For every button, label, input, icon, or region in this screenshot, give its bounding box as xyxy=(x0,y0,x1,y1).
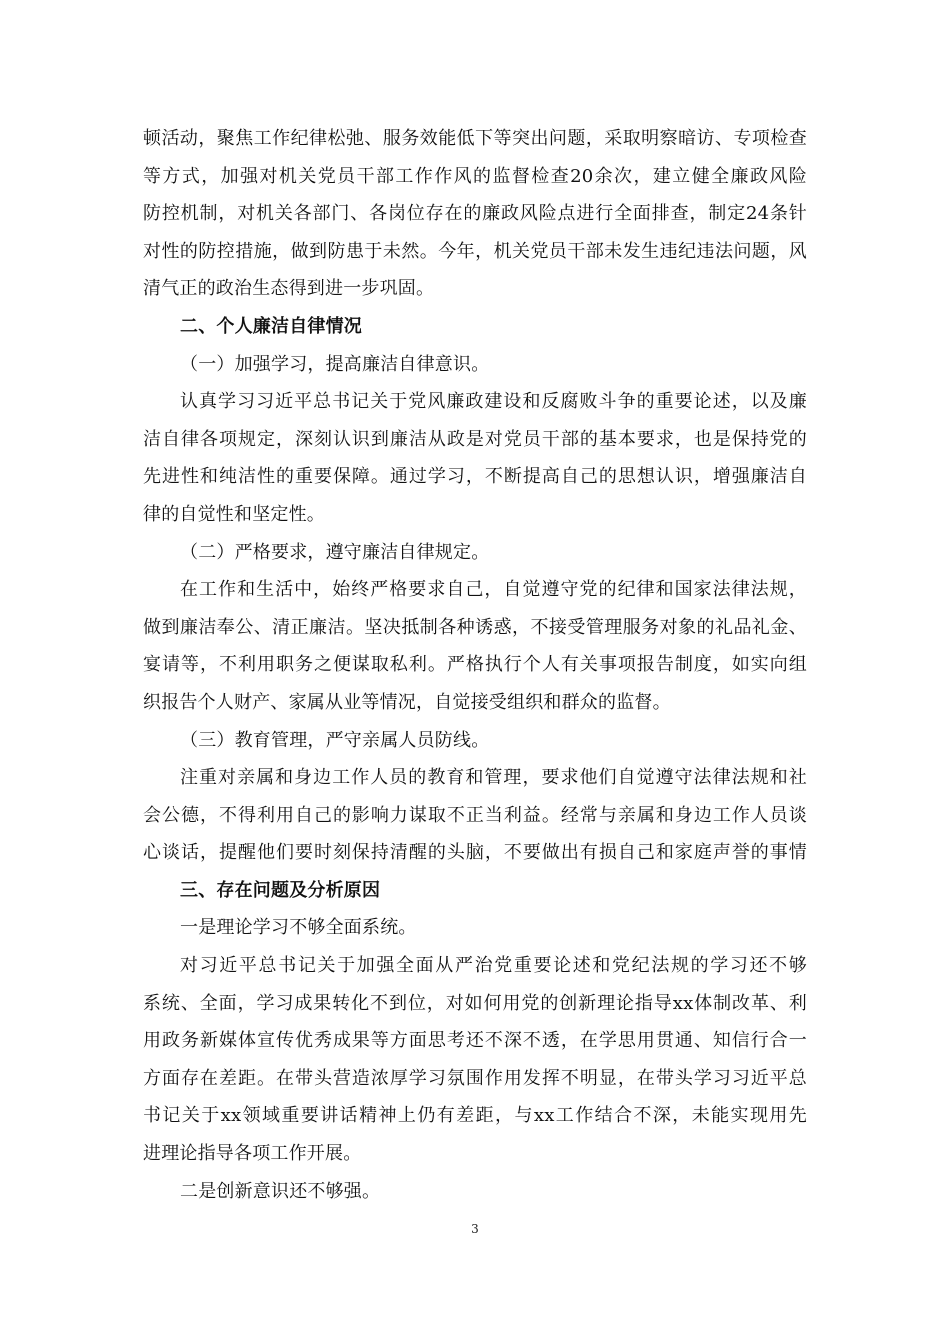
body-line: 对习近平总书记关于加强全面从严治党重要论述和党纪法规的学习还不够 xyxy=(180,955,807,977)
page-number: 3 xyxy=(471,1222,479,1236)
body-line: 会公德，不得利用自己的影响力谋取不正当利益。经常与亲属和身边工作人员谈 xyxy=(143,804,807,826)
body-line: 心谈话，提醒他们要时刻保持清醒的头脑，不要做出有损自己和家庭声誉的事情 xyxy=(143,842,807,864)
document-body xyxy=(143,120,807,1210)
subsection-heading-2-1: （一）加强学习，提高廉洁自律意识。 xyxy=(180,353,490,375)
body-line: 宴请等，不利用职务之便谋取私利。严格执行个人有关事项报告制度，如实向组 xyxy=(143,654,807,676)
body-line: 清气正的政治生态得到进一步巩固。 xyxy=(143,278,435,300)
body-line: 对性的防控措施，做到防患于未然。今年，机关党员干部未发生违纪违法问题，风 xyxy=(143,240,807,262)
section-heading-3: 三、存在问题及分析原因 xyxy=(180,879,381,901)
body-line: 系统、全面，学习成果转化不到位，对如何用党的创新理论指导xx体制改革、利 xyxy=(143,992,807,1014)
body-line: 律的自觉性和坚定性。 xyxy=(143,503,325,525)
subsection-heading-3-1: 一是理论学习不够全面系统。 xyxy=(180,917,417,939)
body-line: 方面存在差距。在带头营造浓厚学习氛围作用发挥不明显，在带头学习习近平总 xyxy=(143,1067,807,1089)
body-line: 织报告个人财产、家属从业等情况，自觉接受组织和群众的监督。 xyxy=(143,691,671,713)
body-line: 先进性和纯洁性的重要保障。通过学习，不断提高自己的思想认识，增强廉洁自 xyxy=(143,466,807,488)
body-line: 洁自律各项规定，深刻认识到廉洁从政是对党员干部的基本要求，也是保持党的 xyxy=(143,428,807,450)
body-line: 等方式，加强对机关党员干部工作作风的监督检查20余次，建立健全廉政风险 xyxy=(143,165,807,187)
body-line: 进理论指导各项工作开展。 xyxy=(143,1143,362,1165)
body-line: 认真学习习近平总书记关于党风廉政建设和反腐败斗争的重要论述，以及廉 xyxy=(180,391,807,413)
body-line: 注重对亲属和身边工作人员的教育和管理，要求他们自觉遵守法律法规和社 xyxy=(180,767,807,789)
body-line: 在工作和生活中，始终严格要求自己，自觉遵守党的纪律和国家法律法规， xyxy=(180,579,807,601)
section-heading-2: 二、个人廉洁自律情况 xyxy=(180,315,362,337)
subsection-heading-2-3: （三）教育管理，严守亲属人员防线。 xyxy=(180,729,490,751)
body-line: 防控机制，对机关各部门、各岗位存在的廉政风险点进行全面排查，制定24条针 xyxy=(143,203,807,225)
subsection-heading-2-2: （二）严格要求，遵守廉洁自律规定。 xyxy=(180,541,490,563)
subsection-heading-3-2: 二是创新意识还不够强。 xyxy=(180,1180,381,1202)
body-line: 顿活动，聚焦工作纪律松弛、服务效能低下等突出问题，采取明察暗访、专项检查 xyxy=(143,128,807,149)
body-line: 用政务新媒体宣传优秀成果等方面思考还不深不透，在学思用贯通、知信行合一 xyxy=(143,1030,807,1052)
body-line: 做到廉洁奉公、清正廉洁。坚决抵制各种诱惑，不接受管理服务对象的礼品礼金、 xyxy=(143,616,807,638)
body-line: 书记关于xx领域重要讲话精神上仍有差距，与xx工作结合不深，未能实现用先 xyxy=(143,1105,807,1127)
